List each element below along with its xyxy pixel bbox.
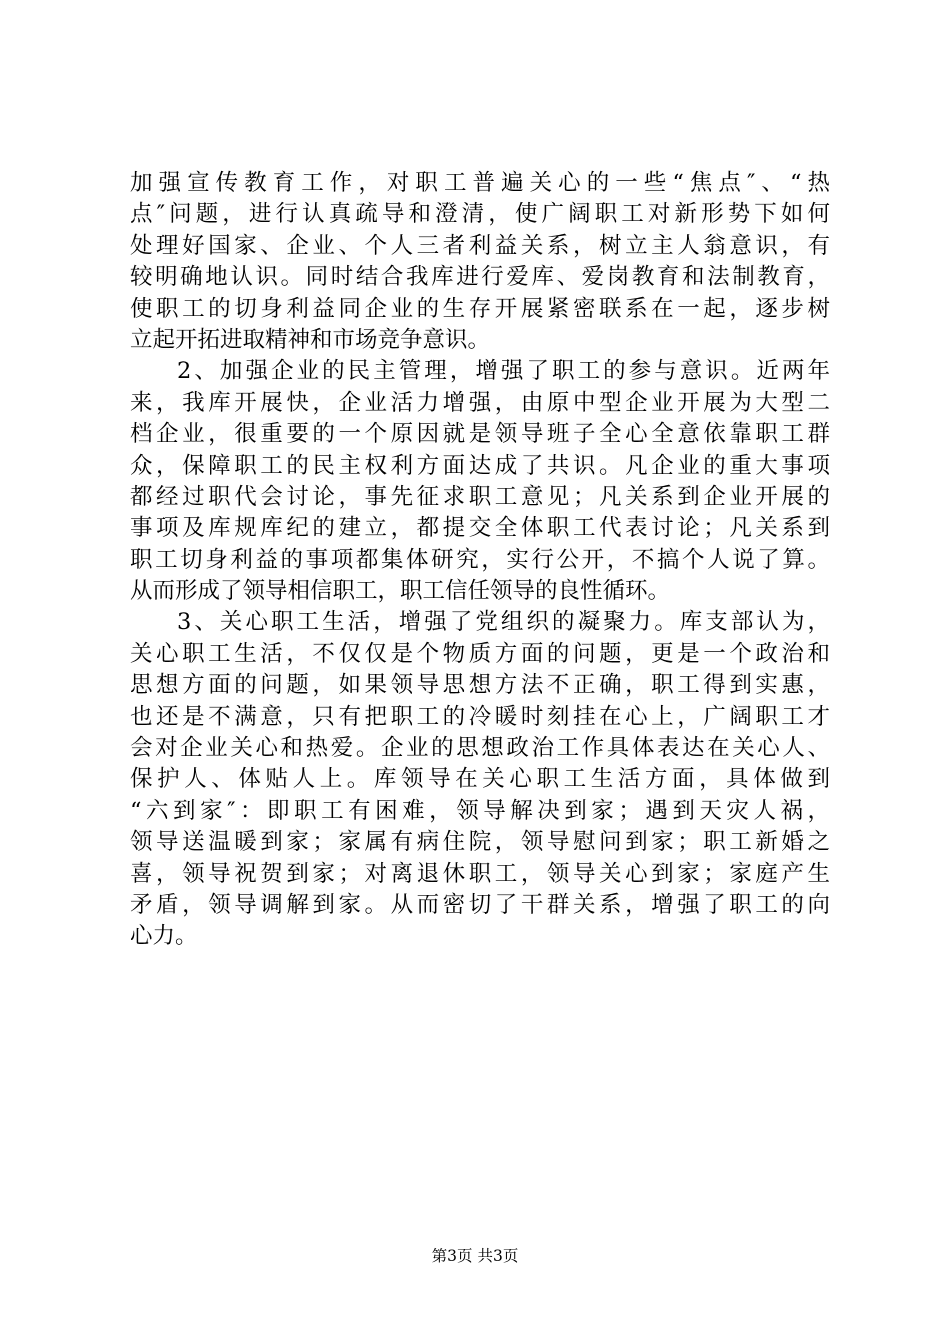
paragraph-2-line-7: 职工切身利益的事项都集体研究，实行公开，不搞个人说了算。: [130, 546, 830, 573]
page-footer: 第3页 共3页: [431, 1247, 519, 1265]
paragraph-2-line-5: 都经过职代会讨论，事先征求职工意见；凡关系到企业开展的: [130, 483, 830, 510]
paragraph-2-line-6: 事项及库规库纪的建立，都提交全体职工代表讨论；凡关系到: [130, 515, 830, 542]
paragraph-3-line-10: 矛盾，领导调解到家。从而密切了干群关系，增强了职工的向: [130, 891, 830, 918]
paragraph-2-line-1: 2、加强企业的民主管理，增强了职工的参与意识。近两年: [177, 358, 830, 385]
paragraph-3-line-4: 也还是不满意，只有把职工的冷暖时刻挂在心上，广阔职工才: [130, 703, 830, 730]
paragraph-3-line-3: 思想方面的问题，如果领导思想方法不正确，职工得到实惠，: [130, 672, 830, 699]
paragraph-1-line-3: 处理好国家、企业、个人三者利益关系，树立主人翁意识，有: [130, 232, 830, 259]
paragraph-1-line-2: 点″问题，进行认真疏导和澄清，使广阔职工对新形势下如何: [130, 201, 830, 228]
paragraph-3-line-1: 3、关心职工生活，增强了党组织的凝聚力。库支部认为，: [177, 609, 830, 636]
paragraph-2-line-8: 从而形成了领导相信职工，职工信任领导的良性循环。: [130, 578, 671, 605]
paragraph-2-line-2: 来，我库开展快，企业活力增强，由原中型企业开展为大型二: [130, 389, 830, 416]
paragraph-3-line-11: 心力。: [130, 923, 198, 950]
paragraph-1-line-4: 较明确地认识。同时结合我库进行爱库、爱岗教育和法制教育，: [130, 264, 830, 291]
paragraph-1-line-1: 加强宣传教育工作，对职工普遍关心的一些“焦点″、“热: [130, 170, 830, 196]
paragraph-2-line-4: 众，保障职工的民主权利方面达成了共识。凡企业的重大事项: [130, 452, 830, 479]
paragraph-1-line-5: 使职工的切身利益同企业的生存开展紧密联系在一起，逐步树: [130, 295, 830, 322]
paragraph-1-line-6: 立起开拓进取精神和市场竞争意识。: [130, 326, 491, 353]
paragraph-3-line-8: 领导送温暖到家；家属有病住院，领导慰问到家；职工新婚之: [130, 829, 830, 856]
document-body: [130, 168, 830, 953]
paragraph-3-line-6: 保护人、体贴人上。库领导在关心职工生活方面，具体做到: [130, 766, 830, 793]
paragraph-2-line-3: 档企业，很重要的一个原因就是领导班子全心全意依靠职工群: [130, 421, 830, 448]
paragraph-3-line-5: 会对企业关心和热爱。企业的思想政治工作具体表达在关心人、: [130, 735, 830, 762]
paragraph-3-line-9: 喜，领导祝贺到家；对离退休职工，领导关心到家；家庭产生: [130, 860, 830, 887]
paragraph-3-line-7: “六到家″：即职工有困难，领导解决到家；遇到天灾人祸，: [130, 797, 830, 824]
paragraph-3-line-2: 关心职工生活，不仅仅是个物质方面的问题，更是一个政治和: [130, 640, 830, 667]
